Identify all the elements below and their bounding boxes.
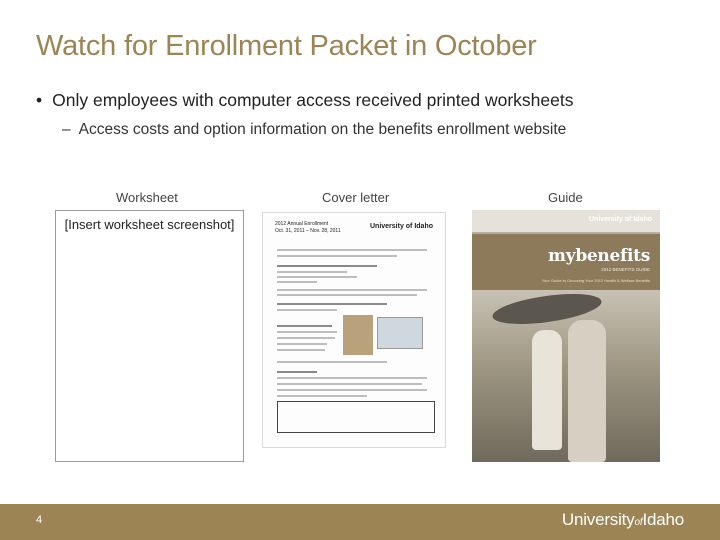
worksheet-placeholder-text: [Insert worksheet screenshot] [64,217,235,232]
cover-letter-heading-line1: 2012 Annual Enrollment [275,221,329,227]
page-number: 4 [36,514,43,526]
cover-letter-screenshot [377,317,423,349]
logo-idaho: Idaho [642,510,684,529]
cover-letter-heading-line2: Oct. 31, 2011 – Nov. 28, 2011 [275,227,341,234]
guide-top-band [472,210,660,232]
worksheet-placeholder-box [55,210,244,462]
text-line [277,349,325,351]
guide-thumbnail [472,210,660,462]
text-line [277,303,387,305]
cover-letter-thumbnail [262,212,446,448]
logo-university: University [561,510,635,529]
cover-letter-photo [343,315,373,355]
text-line [277,249,427,251]
child-figure [568,320,606,462]
text-line [277,331,337,333]
bullet-main [36,90,573,111]
guide-subtitle: 2012 BENEFITS GUIDE [601,267,650,272]
text-line [277,276,357,278]
text-line [277,371,317,373]
text-line [277,383,422,385]
cover-letter-callout-box [277,401,435,433]
text-line [277,289,427,291]
text-line [277,294,417,296]
cover-letter-heading [275,221,341,234]
text-line [277,265,377,267]
bullet-main-text: Only employees with computer access received printed worksheets [52,90,574,110]
guide-brand: mybenefits [548,246,650,266]
slide-title: Watch for Enrollment Packet in October [36,30,537,62]
guide-logo: University of Idaho [588,216,652,223]
guide-title-band [472,234,660,290]
cover-letter-logo: University of Idaho [369,223,433,230]
child-figure [532,330,562,450]
guide-tagline: Your Guide to Choosing Your 2012 Health & Welfare Benefits [541,278,650,283]
worksheet-label: Worksheet [116,190,178,205]
text-line [277,271,347,273]
guide-label: Guide [548,190,583,205]
text-line [277,325,332,327]
text-line [277,255,397,257]
text-line [277,281,317,283]
text-line [277,377,427,379]
footer-bar [0,504,720,540]
logo-of: of [634,517,643,528]
dash-icon: – [62,121,71,138]
text-line [277,309,337,311]
bullet-sub [62,121,566,139]
bullet-sub-text: Access costs and option information on the benefits enrollment website [78,121,567,138]
text-line [277,361,387,363]
text-line [277,395,367,397]
bullet-icon: • [36,90,43,110]
text-line [277,389,427,391]
cover-letter-label: Cover letter [322,190,390,205]
university-logo [562,510,684,530]
text-line [277,337,335,339]
text-line [277,343,327,345]
